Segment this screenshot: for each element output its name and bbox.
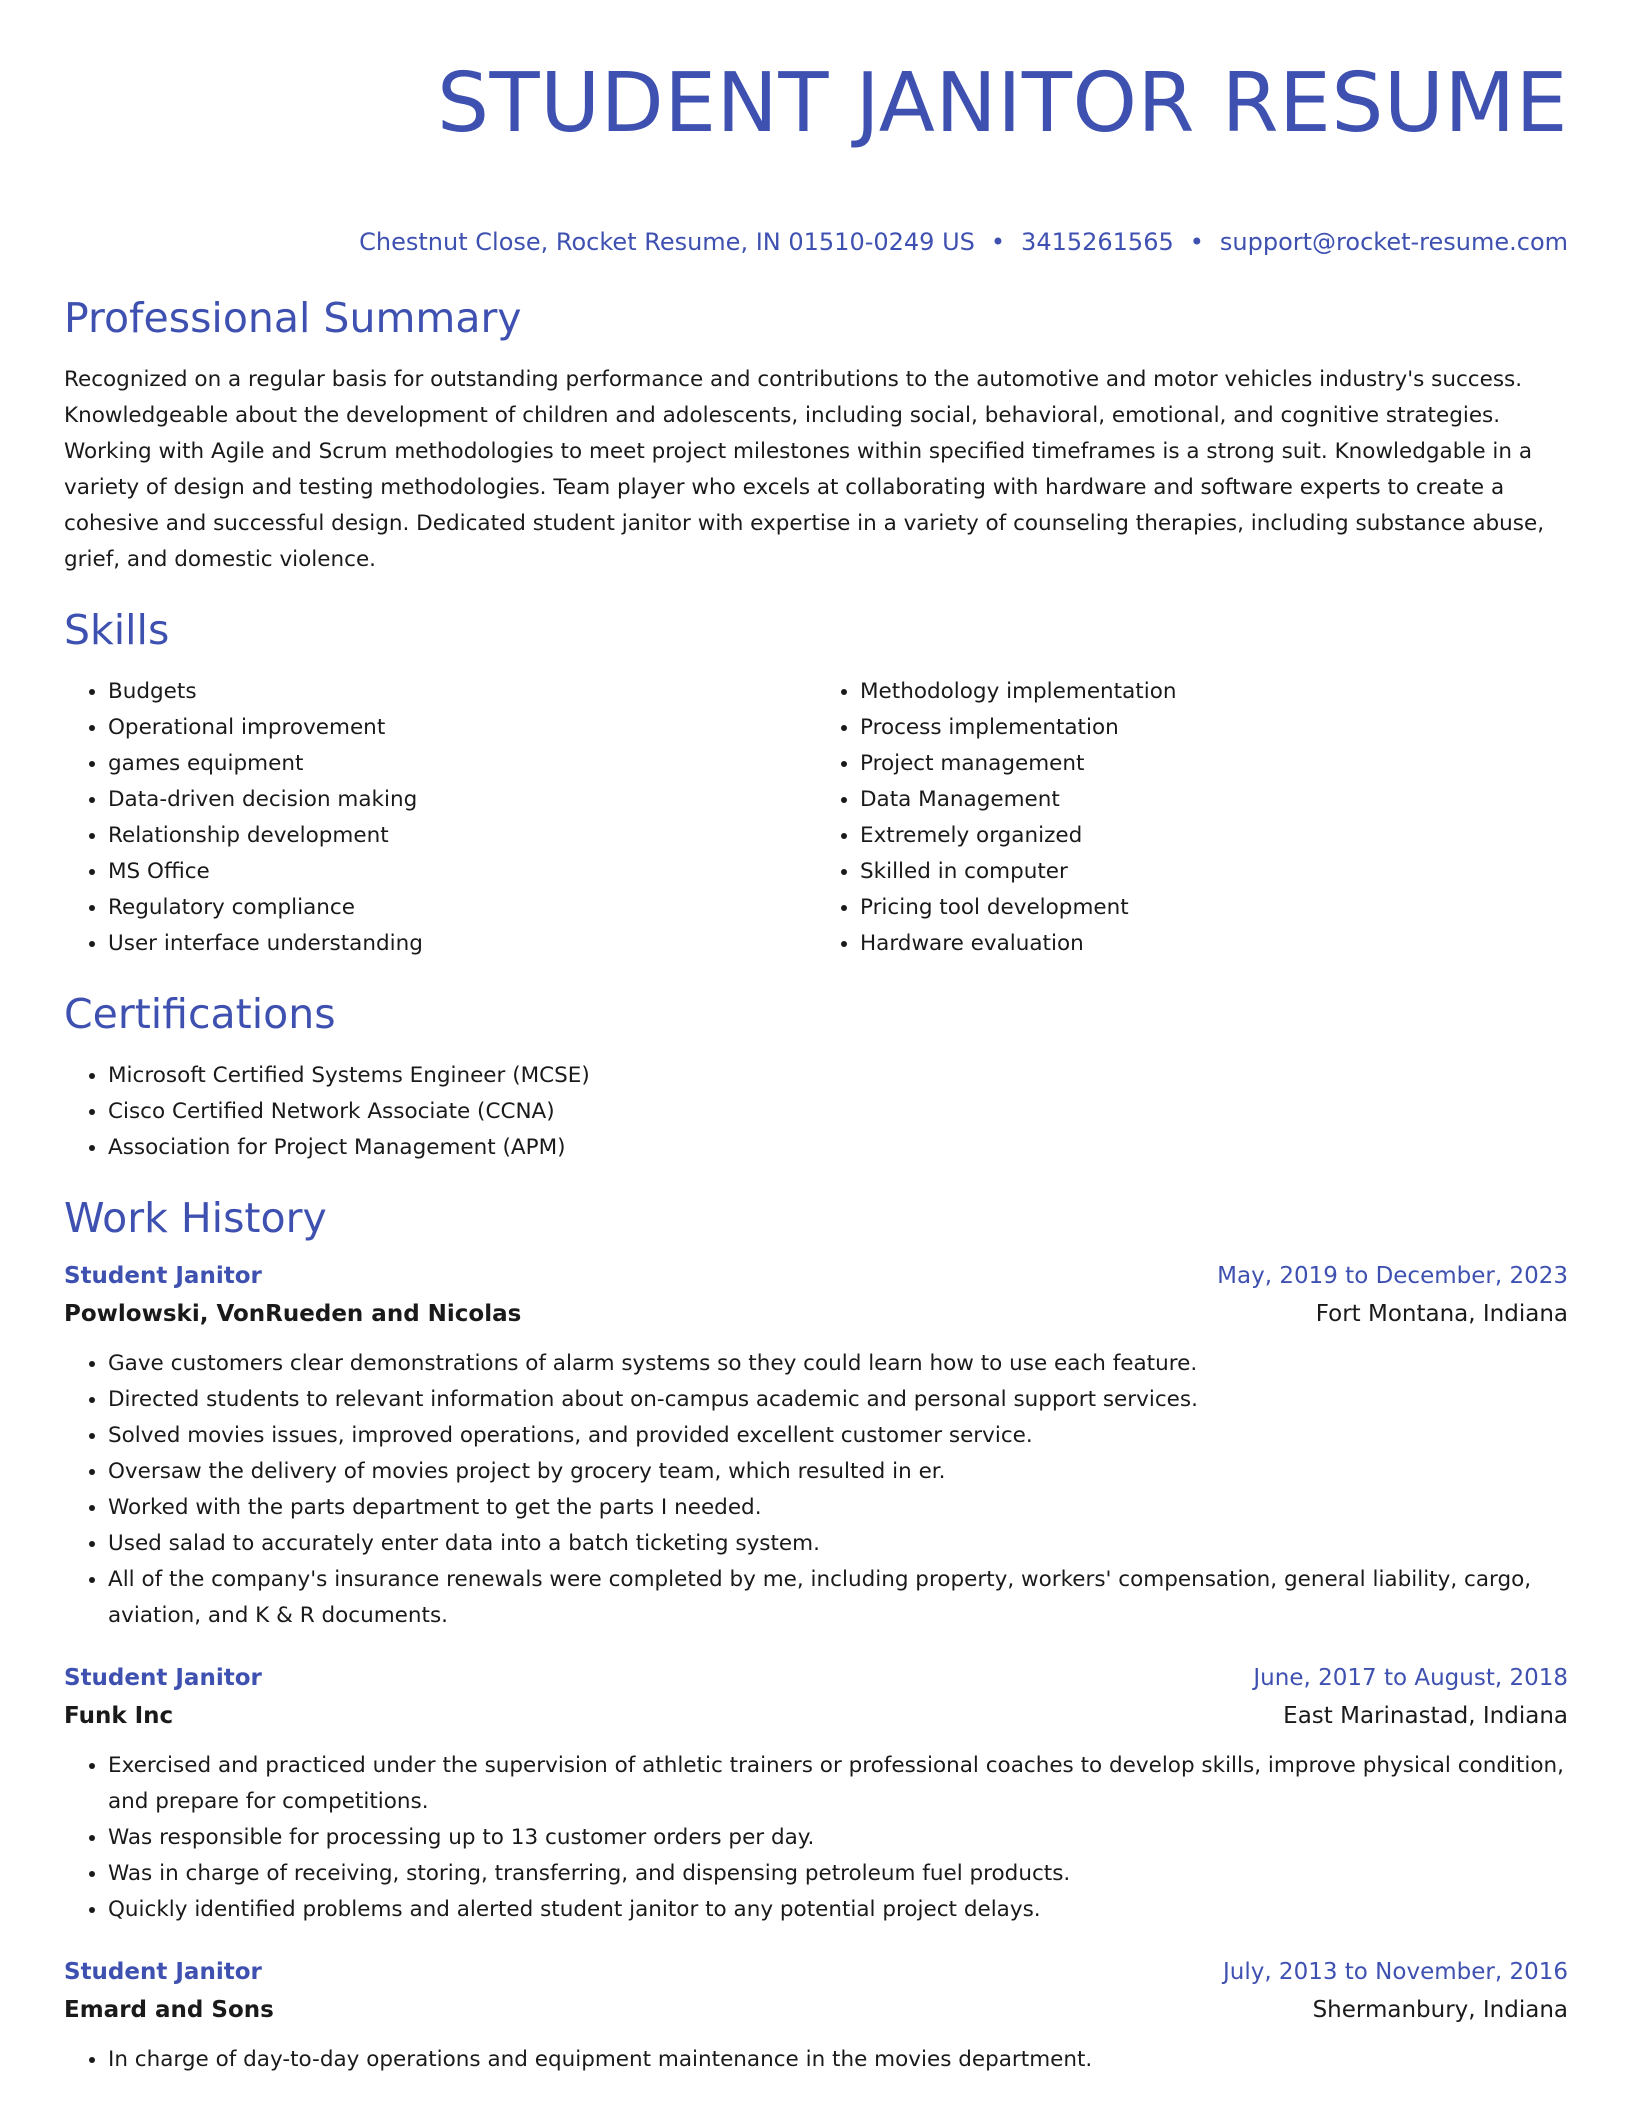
skill-item: • games equipment (108, 746, 816, 782)
job-bullet: • Was responsible for processing up to 13 customer orders per day. (108, 1820, 1568, 1856)
skill-item: • Hardware evaluation (860, 926, 1568, 962)
certification-item: • Cisco Certified Network Associate (CCNA) (108, 1094, 1568, 1130)
job-dates: May, 2019 to December, 2023 (1217, 1263, 1568, 1289)
job-bullet: • All of the company's insurance renewals were completed by me, including property, workers' compensation, general liability, cargo, aviation, and K & R documents. (108, 1562, 1568, 1634)
job-location: Shermanbury, Indiana (1312, 1997, 1568, 2023)
contact-phone: 3415261565 (1021, 228, 1174, 256)
job-header (64, 1258, 1568, 1294)
job-subheader (64, 1990, 1568, 2030)
certifications-list (64, 1058, 1568, 1166)
contact-address: Chestnut Close, Rocket Resume, IN 01510-0249 US (359, 228, 975, 256)
job-entry (64, 1660, 1568, 1928)
skill-item: • Extremely organized (860, 818, 1568, 854)
certification-item: • Association for Project Management (APM) (108, 1130, 1568, 1166)
job-company: Funk Inc (64, 1703, 174, 1729)
job-location: Fort Montana, Indiana (1315, 1301, 1568, 1327)
job-bullets (64, 1346, 1568, 1634)
resume-title: STUDENT JANITOR RESUME (436, 56, 1568, 151)
work-history-heading: Work History (64, 1194, 327, 1242)
contact-separator: • (1189, 228, 1204, 256)
job-company: Powlowski, VonRueden and Nicolas (64, 1301, 522, 1327)
skill-item: • MS Office (108, 854, 816, 890)
job-bullet: • Was in charge of receiving, storing, transferring, and dispensing petroleum fuel products. (108, 1856, 1568, 1892)
job-bullet: • Solved movies issues, improved operations, and provided excellent customer service. (108, 1418, 1568, 1454)
job-company: Emard and Sons (64, 1997, 274, 2023)
job-bullets (64, 1748, 1568, 1928)
job-bullet: • Oversaw the delivery of movies project by grocery team, which resulted in er. (108, 1454, 1568, 1490)
job-subheader (64, 1294, 1568, 1334)
certifications-section (64, 988, 1568, 1166)
job-subheader (64, 1696, 1568, 1736)
skills-left-list (64, 674, 816, 962)
summary-heading: Professional Summary (64, 294, 522, 342)
skill-item: • Skilled in computer (860, 854, 1568, 890)
job-title: Student Janitor (64, 1959, 262, 1985)
job-entry (64, 1954, 1568, 2078)
skill-item: • Operational improvement (108, 710, 816, 746)
job-bullet: • Gave customers clear demonstrations of alarm systems so they could learn how to use each feature. (108, 1346, 1568, 1382)
skill-item: • User interface understanding (108, 926, 816, 962)
summary-text: Recognized on a regular basis for outstanding performance and contributions to the automotive and motor vehicles industry's success. Knowledgeable about the development of children and adolescents, including social, behavioral, emotional, and cognitive strategies. Working with Agile and Scrum methodologies to meet project milestones within specified timeframes is a strong suit. Knowledgable in a variety of design and testing methodologies. Team player who excels at collaborating with hardware and software experts to create a cohesive and successful design. Dedicated student janitor with expertise in a variety of counseling therapies, including substance abuse, grief, and domestic violence. (64, 367, 1545, 572)
job-bullet: • Worked with the parts department to get the parts I needed. (108, 1490, 1568, 1526)
skill-item: • Project management (860, 746, 1568, 782)
skills-section (64, 604, 1568, 962)
contact-line (64, 226, 1568, 258)
skill-item: • Process implementation (860, 710, 1568, 746)
job-bullet: • Quickly identified problems and alerted student janitor to any potential project delays. (108, 1892, 1568, 1928)
job-location: East Marinastad, Indiana (1283, 1703, 1568, 1729)
skill-item: • Relationship development (108, 818, 816, 854)
skills-right-list (816, 674, 1568, 962)
skill-item: • Budgets (108, 674, 816, 710)
job-bullet: • In charge of day-to-day operations and equipment maintenance in the movies department. (108, 2042, 1568, 2078)
work-history-section (64, 1192, 1568, 2078)
job-bullet: • Exercised and practiced under the supervision of athletic trainers or professional coaches to develop skills, improve physical condition, and prepare for competitions. (108, 1748, 1568, 1820)
contact-separator: • (990, 228, 1006, 256)
job-dates: July, 2013 to November, 2016 (1222, 1959, 1568, 1985)
job-bullet: • Directed students to relevant information about on-campus academic and personal support services. (108, 1382, 1568, 1418)
skill-item: • Data Management (860, 782, 1568, 818)
skills-heading: Skills (64, 606, 170, 654)
job-header (64, 1954, 1568, 1990)
job-bullets (64, 2042, 1568, 2078)
certification-item: • Microsoft Certified Systems Engineer (MCSE) (108, 1058, 1568, 1094)
skill-item: • Data-driven decision making (108, 782, 816, 818)
contact-email: support@rocket-resume.com (1219, 228, 1568, 256)
skill-item: • Regulatory compliance (108, 890, 816, 926)
skills-columns (64, 674, 1568, 962)
job-entry (64, 1258, 1568, 1634)
skill-item: • Pricing tool development (860, 890, 1568, 926)
job-dates: June, 2017 to August, 2018 (1253, 1665, 1568, 1691)
job-title: Student Janitor (64, 1665, 262, 1691)
skill-item: • Methodology implementation (860, 674, 1568, 710)
job-title: Student Janitor (64, 1263, 262, 1289)
certifications-heading: Certifications (64, 990, 336, 1038)
summary-section (64, 292, 1568, 578)
job-bullet: • Used salad to accurately enter data into a batch ticketing system. (108, 1526, 1568, 1562)
job-header (64, 1660, 1568, 1696)
